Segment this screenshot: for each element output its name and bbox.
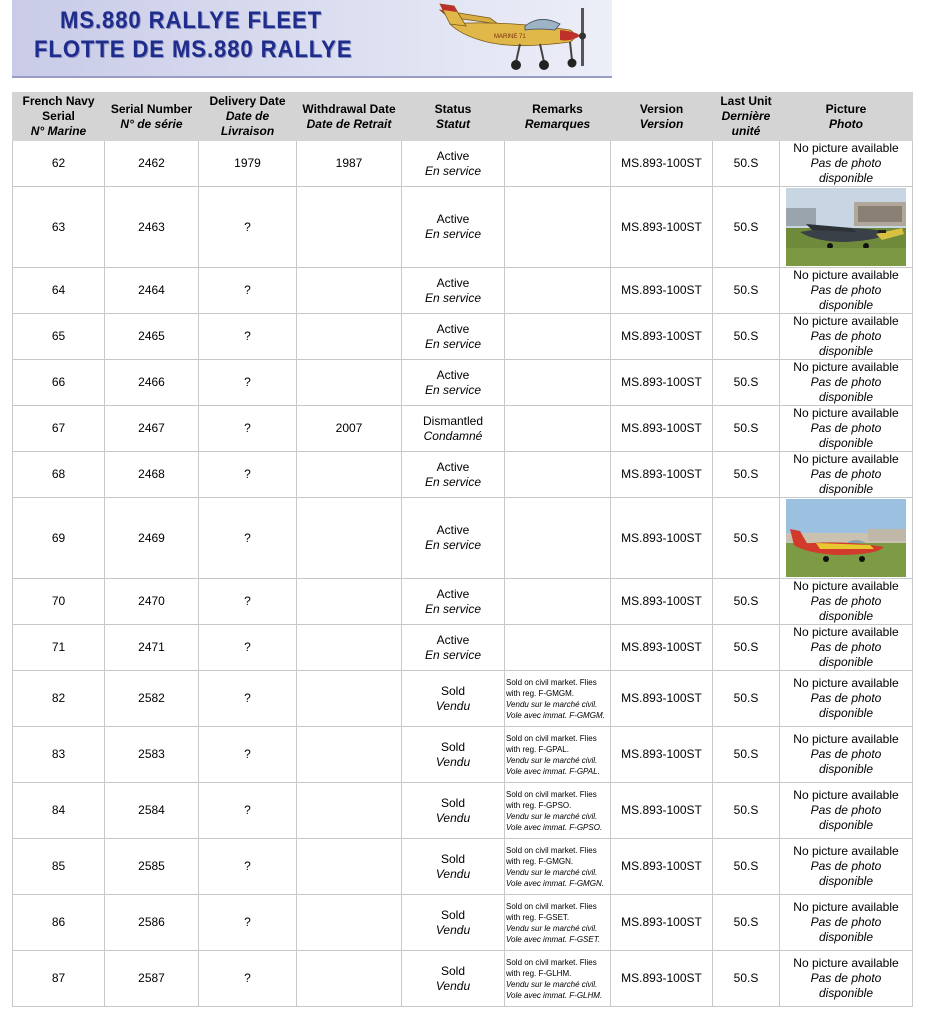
cell-withdrawal-date xyxy=(297,727,402,783)
cell-version: MS.893-100ST xyxy=(611,671,713,727)
cell-status xyxy=(402,406,505,452)
cell-version: MS.893-100ST xyxy=(611,579,713,625)
status-en: Active xyxy=(436,367,470,382)
cell-delivery-date: ? xyxy=(199,498,297,579)
cell-serial-number: 2463 xyxy=(105,187,199,268)
no-picture-fr: Pas de photo disponible xyxy=(810,156,882,185)
cell-picture xyxy=(780,783,913,839)
table-row xyxy=(13,141,913,187)
status-fr: En service xyxy=(424,474,482,489)
cell-navy-serial: 64 xyxy=(13,268,105,314)
cell-last-unit: 50.S xyxy=(713,895,780,951)
cell-version: MS.893-100ST xyxy=(611,314,713,360)
cell-picture xyxy=(780,839,913,895)
status-fr: En service xyxy=(424,647,482,662)
cell-withdrawal-date xyxy=(297,452,402,498)
status-en: Dismantled xyxy=(422,413,484,428)
plane-marking: MARINE 71 xyxy=(494,34,526,40)
header-fr: Dernière unité xyxy=(721,109,771,138)
status-en: Active xyxy=(436,586,470,601)
cell-picture xyxy=(780,727,913,783)
remarks-en: Sold on civil market. Flies with reg. F-GMGN. xyxy=(506,845,597,866)
banner-title-fr: FLOTTE DE MS.880 RALLYE xyxy=(34,36,353,63)
header-en: Withdrawal Date xyxy=(302,101,396,116)
header-fr: Version xyxy=(639,116,684,131)
remarks-en: Sold on civil market. Flies with reg. F-GPSO. xyxy=(506,789,597,810)
cell-last-unit: 50.S xyxy=(713,498,780,579)
cell-serial-number: 2586 xyxy=(105,895,199,951)
cell-navy-serial: 86 xyxy=(13,895,105,951)
remarks-fr: Vendu sur le marché civil. Vole avec immat. F-GPSO. xyxy=(506,811,603,832)
header-en: Version xyxy=(639,101,684,116)
status-fr: Vendu xyxy=(435,698,471,713)
status-fr: En service xyxy=(424,336,482,351)
no-picture-fr: Pas de photo disponible xyxy=(810,283,882,312)
cell-picture xyxy=(780,895,913,951)
cell-navy-serial: 66 xyxy=(13,360,105,406)
cell-delivery-date: ? xyxy=(199,314,297,360)
no-picture-en: No picture available xyxy=(793,360,899,374)
cell-serial-number: 2466 xyxy=(105,360,199,406)
cell-picture xyxy=(780,187,913,268)
cell-version: MS.893-100ST xyxy=(611,783,713,839)
cell-status xyxy=(402,314,505,360)
remarks-en: Sold on civil market. Flies with reg. F-GMGM. xyxy=(506,677,597,698)
status-fr: Vendu xyxy=(435,810,471,825)
cell-remarks xyxy=(505,452,611,498)
cell-remarks xyxy=(505,314,611,360)
table-row xyxy=(13,360,913,406)
status-fr: Vendu xyxy=(435,754,471,769)
status-en: Active xyxy=(436,148,470,163)
table-body xyxy=(13,141,913,1007)
cell-remarks xyxy=(505,187,611,268)
status-en: Active xyxy=(436,632,470,647)
banner-title-en: MS.880 RALLYE FLEET xyxy=(60,7,323,34)
cell-serial-number: 2471 xyxy=(105,625,199,671)
header-fr: Date de Livraison xyxy=(220,109,275,138)
cell-withdrawal-date xyxy=(297,268,402,314)
cell-delivery-date: ? xyxy=(199,187,297,268)
table-row xyxy=(13,951,913,1007)
table-row xyxy=(13,498,913,579)
cell-last-unit: 50.S xyxy=(713,839,780,895)
column-header-picture xyxy=(780,93,913,141)
status-en: Active xyxy=(436,523,470,537)
table-row xyxy=(13,187,913,268)
cell-withdrawal-date xyxy=(297,671,402,727)
cell-status xyxy=(402,839,505,895)
no-picture-fr: Pas de photo disponible xyxy=(810,859,882,888)
cell-remarks xyxy=(505,268,611,314)
cell-navy-serial: 68 xyxy=(13,452,105,498)
header-en: Delivery Date xyxy=(209,94,286,108)
cell-navy-serial: 69 xyxy=(13,498,105,579)
cell-delivery-date: 1979 xyxy=(199,141,297,187)
cell-delivery-date: ? xyxy=(199,839,297,895)
status-en: Sold xyxy=(440,851,466,866)
table-header-row xyxy=(13,93,913,141)
cell-serial-number: 2583 xyxy=(105,727,199,783)
cell-last-unit: 50.S xyxy=(713,452,780,498)
status-fr: En service xyxy=(424,290,482,305)
cell-remarks xyxy=(505,951,611,1007)
no-picture-en: No picture available xyxy=(793,141,899,155)
cell-remarks xyxy=(505,727,611,783)
cell-serial-number: 2584 xyxy=(105,783,199,839)
cell-version: MS.893-100ST xyxy=(611,498,713,579)
cell-delivery-date: ? xyxy=(199,625,297,671)
cell-last-unit: 50.S xyxy=(713,314,780,360)
cell-picture xyxy=(780,579,913,625)
cell-last-unit: 50.S xyxy=(713,727,780,783)
column-header-withdrawal-date xyxy=(297,93,402,141)
cell-last-unit: 50.S xyxy=(713,783,780,839)
no-picture-fr: Pas de photo disponible xyxy=(810,467,882,496)
fleet-table xyxy=(12,92,913,1007)
cell-picture xyxy=(780,141,913,187)
cell-version: MS.893-100ST xyxy=(611,727,713,783)
remarks-fr: Vendu sur le marché civil. Vole avec immat. F-GSET. xyxy=(506,923,601,944)
cell-withdrawal-date xyxy=(297,187,402,268)
no-picture-fr: Pas de photo disponible xyxy=(810,421,882,450)
status-en: Sold xyxy=(440,907,466,922)
no-picture-fr: Pas de photo disponible xyxy=(810,747,882,776)
cell-picture xyxy=(780,625,913,671)
cell-remarks xyxy=(505,579,611,625)
cell-delivery-date: ? xyxy=(199,895,297,951)
cell-serial-number: 2465 xyxy=(105,314,199,360)
cell-serial-number: 2469 xyxy=(105,498,199,579)
cell-last-unit: 50.S xyxy=(713,671,780,727)
cell-navy-serial: 84 xyxy=(13,783,105,839)
header-fr: N° de série xyxy=(120,116,183,131)
cell-serial-number: 2467 xyxy=(105,406,199,452)
cell-status xyxy=(402,498,505,579)
cell-withdrawal-date xyxy=(297,839,402,895)
no-picture-en: No picture available xyxy=(793,844,899,858)
no-picture-en: No picture available xyxy=(793,452,899,466)
status-fr: Vendu xyxy=(435,866,471,881)
cell-navy-serial: 63 xyxy=(13,187,105,268)
cell-delivery-date: ? xyxy=(199,579,297,625)
cell-navy-serial: 71 xyxy=(13,625,105,671)
header-en: French Navy Serial xyxy=(22,94,95,123)
cell-remarks xyxy=(505,625,611,671)
header-fr: Photo xyxy=(829,116,863,131)
cell-last-unit: 50.S xyxy=(713,187,780,268)
status-en: Sold xyxy=(440,683,466,698)
cell-delivery-date: ? xyxy=(199,268,297,314)
table-row xyxy=(13,314,913,360)
cell-picture xyxy=(780,498,913,579)
table-row xyxy=(13,783,913,839)
no-picture-en: No picture available xyxy=(793,732,899,746)
cell-status xyxy=(402,671,505,727)
status-en: Active xyxy=(436,275,470,290)
banner-plane-illustration xyxy=(420,0,610,76)
cell-last-unit: 50.S xyxy=(713,625,780,671)
cell-navy-serial: 62 xyxy=(13,141,105,187)
cell-withdrawal-date xyxy=(297,895,402,951)
cell-serial-number: 2468 xyxy=(105,452,199,498)
cell-status xyxy=(402,951,505,1007)
cell-withdrawal-date xyxy=(297,625,402,671)
cell-remarks xyxy=(505,839,611,895)
header-fr: Remarques xyxy=(524,116,591,131)
cell-status xyxy=(402,360,505,406)
cell-withdrawal-date xyxy=(297,498,402,579)
no-picture-en: No picture available xyxy=(793,788,899,802)
cell-version: MS.893-100ST xyxy=(611,187,713,268)
status-fr: Vendu xyxy=(435,978,471,993)
status-en: Sold xyxy=(440,739,466,754)
status-fr: Condamné xyxy=(423,428,483,443)
column-header-status xyxy=(402,93,505,141)
cell-withdrawal-date: 1987 xyxy=(297,141,402,187)
cell-remarks xyxy=(505,671,611,727)
cell-last-unit: 50.S xyxy=(713,951,780,1007)
table-row xyxy=(13,579,913,625)
no-picture-fr: Pas de photo disponible xyxy=(810,375,882,404)
remarks-fr: Vendu sur le marché civil. Vole avec immat. F-GPAL. xyxy=(506,755,600,776)
cell-status xyxy=(402,579,505,625)
cell-navy-serial: 85 xyxy=(13,839,105,895)
table-row xyxy=(13,452,913,498)
cell-navy-serial: 82 xyxy=(13,671,105,727)
status-fr: En service xyxy=(424,163,482,178)
no-picture-en: No picture available xyxy=(793,676,899,690)
status-fr: En service xyxy=(424,382,482,397)
remarks-fr: Vendu sur le marché civil. Vole avec immat. F-GMGN. xyxy=(506,867,604,888)
cell-serial-number: 2470 xyxy=(105,579,199,625)
cell-remarks xyxy=(505,895,611,951)
cell-withdrawal-date xyxy=(297,579,402,625)
cell-navy-serial: 67 xyxy=(13,406,105,452)
status-en: Active xyxy=(436,321,470,336)
column-header-navy-serial xyxy=(13,93,105,141)
remarks-fr: Vendu sur le marché civil. Vole avec immat. F-GLHM. xyxy=(506,979,603,1000)
cell-delivery-date: ? xyxy=(199,452,297,498)
cell-status xyxy=(402,141,505,187)
cell-version: MS.893-100ST xyxy=(611,406,713,452)
no-picture-fr: Pas de photo disponible xyxy=(810,329,882,358)
status-en: Sold xyxy=(440,963,466,978)
cell-serial-number: 2462 xyxy=(105,141,199,187)
cell-picture xyxy=(780,360,913,406)
page-banner xyxy=(12,0,612,78)
status-en: Sold xyxy=(440,795,466,810)
cell-remarks xyxy=(505,141,611,187)
cell-navy-serial: 70 xyxy=(13,579,105,625)
no-picture-en: No picture available xyxy=(793,406,899,420)
remarks-en: Sold on civil market. Flies with reg. F-GSET. xyxy=(506,901,597,922)
remarks-en: Sold on civil market. Flies with reg. F-GPAL. xyxy=(506,733,597,754)
no-picture-en: No picture available xyxy=(793,268,899,282)
column-header-serial-number xyxy=(105,93,199,141)
cell-withdrawal-date: 2007 xyxy=(297,406,402,452)
cell-last-unit: 50.S xyxy=(713,268,780,314)
table-row xyxy=(13,625,913,671)
cell-withdrawal-date xyxy=(297,360,402,406)
cell-withdrawal-date xyxy=(297,783,402,839)
aircraft-photo xyxy=(786,499,906,577)
cell-picture xyxy=(780,951,913,1007)
header-en: Picture xyxy=(825,101,867,116)
cell-serial-number: 2464 xyxy=(105,268,199,314)
table-row xyxy=(13,406,913,452)
status-fr: En service xyxy=(424,227,482,241)
cell-version: MS.893-100ST xyxy=(611,141,713,187)
no-picture-fr: Pas de photo disponible xyxy=(810,640,882,669)
cell-picture xyxy=(780,452,913,498)
cell-last-unit: 50.S xyxy=(713,360,780,406)
cell-delivery-date: ? xyxy=(199,671,297,727)
column-header-remarks xyxy=(505,93,611,141)
no-picture-fr: Pas de photo disponible xyxy=(810,915,882,944)
cell-version: MS.893-100ST xyxy=(611,895,713,951)
table-row xyxy=(13,671,913,727)
cell-status xyxy=(402,625,505,671)
cell-version: MS.893-100ST xyxy=(611,839,713,895)
cell-serial-number: 2585 xyxy=(105,839,199,895)
cell-status xyxy=(402,783,505,839)
cell-version: MS.893-100ST xyxy=(611,268,713,314)
table-row xyxy=(13,839,913,895)
cell-navy-serial: 65 xyxy=(13,314,105,360)
column-header-delivery-date xyxy=(199,93,297,141)
no-picture-en: No picture available xyxy=(793,956,899,970)
cell-status xyxy=(402,727,505,783)
cell-last-unit: 50.S xyxy=(713,406,780,452)
column-header-version xyxy=(611,93,713,141)
cell-serial-number: 2587 xyxy=(105,951,199,1007)
cell-version: MS.893-100ST xyxy=(611,951,713,1007)
cell-status xyxy=(402,895,505,951)
header-fr: N° Marine xyxy=(30,124,87,138)
cell-remarks xyxy=(505,783,611,839)
cell-delivery-date: ? xyxy=(199,406,297,452)
cell-remarks xyxy=(505,498,611,579)
table-row xyxy=(13,727,913,783)
table-row xyxy=(13,268,913,314)
status-en: Active xyxy=(436,212,470,226)
header-en: Remarks xyxy=(532,101,583,116)
header-en: Status xyxy=(434,101,472,116)
cell-picture xyxy=(780,406,913,452)
no-picture-fr: Pas de photo disponible xyxy=(810,691,882,720)
header-en: Last Unit xyxy=(720,94,772,108)
header-fr: Date de Retrait xyxy=(306,116,392,131)
cell-version: MS.893-100ST xyxy=(611,360,713,406)
remarks-fr: Vendu sur le marché civil. Vole avec immat. F-GMGM. xyxy=(506,699,605,720)
cell-last-unit: 50.S xyxy=(713,141,780,187)
cell-version: MS.893-100ST xyxy=(611,452,713,498)
no-picture-fr: Pas de photo disponible xyxy=(810,971,882,1000)
status-fr: En service xyxy=(424,601,482,616)
cell-picture xyxy=(780,268,913,314)
cell-withdrawal-date xyxy=(297,951,402,1007)
no-picture-fr: Pas de photo disponible xyxy=(810,803,882,832)
no-picture-en: No picture available xyxy=(793,625,899,639)
cell-version: MS.893-100ST xyxy=(611,625,713,671)
cell-status xyxy=(402,187,505,268)
cell-picture xyxy=(780,671,913,727)
header-fr: Statut xyxy=(436,116,470,131)
cell-navy-serial: 87 xyxy=(13,951,105,1007)
no-picture-en: No picture available xyxy=(793,314,899,328)
header-en: Serial Number xyxy=(110,101,193,116)
cell-serial-number: 2582 xyxy=(105,671,199,727)
cell-picture xyxy=(780,314,913,360)
cell-navy-serial: 83 xyxy=(13,727,105,783)
no-picture-en: No picture available xyxy=(793,579,899,593)
cell-status xyxy=(402,268,505,314)
column-header-last-unit xyxy=(713,93,780,141)
no-picture-en: No picture available xyxy=(793,900,899,914)
status-en: Active xyxy=(436,459,470,474)
remarks-en: Sold on civil market. Flies with reg. F-GLHM. xyxy=(506,957,597,978)
cell-withdrawal-date xyxy=(297,314,402,360)
aircraft-photo xyxy=(786,188,906,266)
cell-remarks xyxy=(505,406,611,452)
cell-delivery-date: ? xyxy=(199,727,297,783)
cell-delivery-date: ? xyxy=(199,783,297,839)
cell-remarks xyxy=(505,360,611,406)
status-fr: Vendu xyxy=(435,922,471,937)
cell-last-unit: 50.S xyxy=(713,579,780,625)
no-picture-fr: Pas de photo disponible xyxy=(810,594,882,623)
cell-delivery-date: ? xyxy=(199,360,297,406)
cell-status xyxy=(402,452,505,498)
status-fr: En service xyxy=(424,538,482,552)
table-row xyxy=(13,895,913,951)
cell-delivery-date: ? xyxy=(199,951,297,1007)
